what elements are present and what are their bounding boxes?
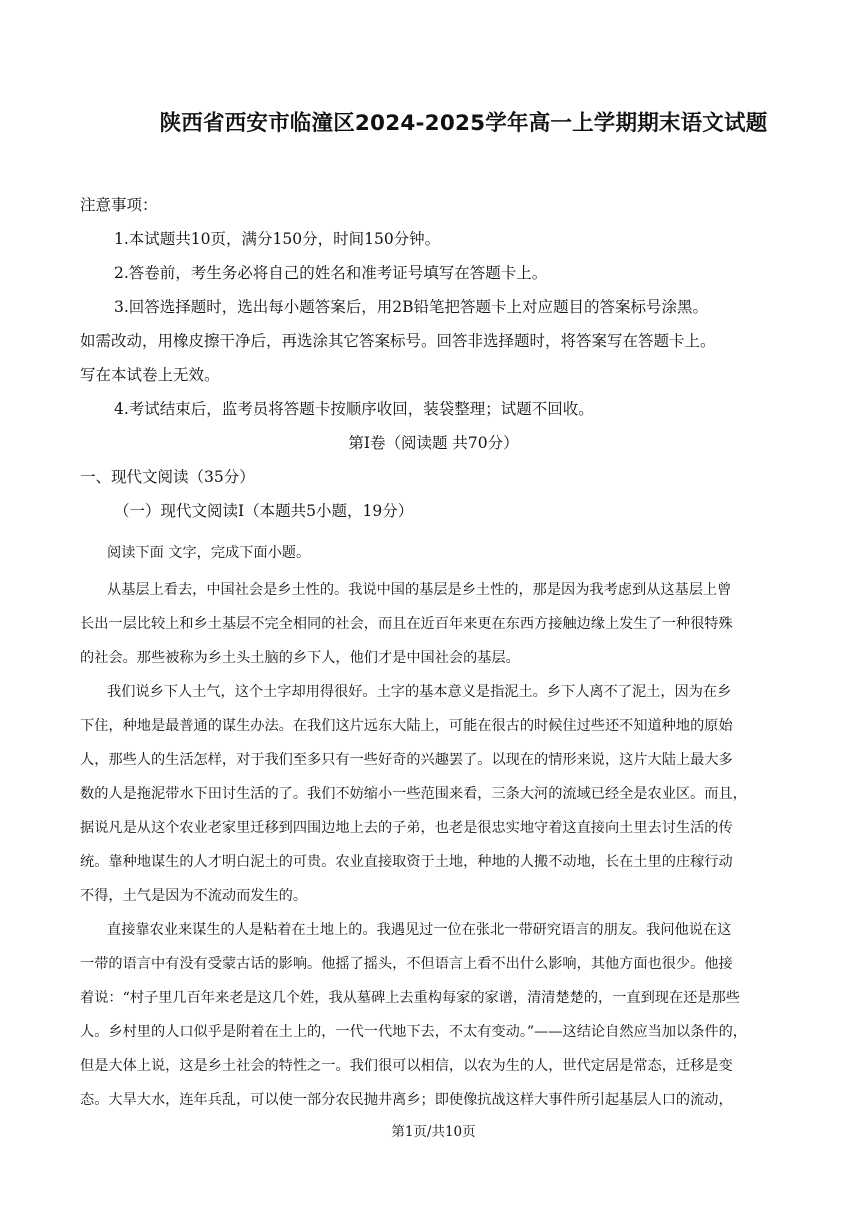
passage-line: 人。乡村里的人口似乎是附着在土上的，一代一代地下去，不太有变动。”——这结论自然应当加以条件的， — [80, 1024, 747, 1040]
notice-line-1: 1.本试题共10页，满分150分，时间150分钟。 — [114, 230, 441, 248]
passage-line: 据说凡是从这个农业老家里迁移到四围边地上去的子弟，也老是很忠实地守着这直接向土里去讨生活的传 — [80, 820, 733, 836]
volume-heading: 第Ⅰ卷（阅读题 共70分） — [348, 434, 519, 452]
passage-line: 不得，土气是因为不流动而发生的。 — [80, 888, 308, 904]
passage-line: 长出一层比较上和乡土基层不完全相同的社会，而且在近百年来更在东西方接触边缘上发生了一种很特殊 — [80, 616, 733, 632]
passage-line: 但是大体上说，这是乡土社会的特性之一。我们很可以相信，以农为生的人，世代定居是常态，迁移是变 — [80, 1058, 733, 1074]
page-title: 陕西省西安市临潼区2024-2025学年高一上学期期末语文试题 — [159, 111, 768, 136]
passage-line: 统。靠种地谋生的人才明白泥土的可贵。农业直接取资于土地，种地的人搬不动地，长在土里的庄稼行动 — [80, 854, 733, 870]
subsection-heading: （一）现代文阅读Ⅰ（本题共5小题，19分） — [114, 502, 414, 520]
passage-line: 一带的语言中有没有受蒙古话的影响。他摇了摇头，不但语言上看不出什么影响，其他方面也很少。他接 — [80, 956, 733, 972]
passage-line: 态。大旱大水，连年兵乱，可以使一部分农民抛井离乡；即使像抗战这样大事件所引起基层人口的流动， — [80, 1092, 733, 1108]
passage-line: 我们说乡下人土气，这个土字却用得很好。土字的基本意义是指泥土。乡下人离不了泥土，因为在乡 — [107, 684, 732, 700]
notice-line-3-cont: 如需改动，用橡皮擦干净后，再选涂其它答案标号。回答非选择题时，将答案写在答题卡上。 — [80, 332, 716, 350]
notice-line-3-end: 写在本试卷上无效。 — [80, 366, 220, 384]
passage-line: 人，那些人的生活怎样，对于我们至多只有一些好奇的兴趣罢了。以现在的情形来说，这片大陆上最大多 — [80, 752, 733, 768]
notice-heading: 注意事项： — [80, 196, 158, 214]
notice-line-4: 4.考试结束后，监考员将答题卡按顺序收回，装袋整理；试题不回收。 — [114, 400, 594, 418]
passage-line: 直接靠农业来谋生的人是粘着在土地上的。我遇见过一位在张北一带研究语言的朋友。我问他说在这 — [107, 922, 732, 938]
page-number: 第1页/共10页 — [391, 1124, 476, 1140]
reading-instruction: 阅读下面 文字，完成下面小题。 — [107, 545, 311, 561]
passage-line: 下住，种地是最普通的谋生办法。在我们这片远东大陆上，可能在很古的时候住过些还不知道种地的原始 — [80, 718, 733, 734]
section-heading: 一、现代文阅读（35分） — [80, 468, 255, 486]
notice-line-2: 2.答卷前，考生务必将自己的姓名和准考证号填写在答题卡上。 — [114, 264, 548, 282]
passage-line: 从基层上看去，中国社会是乡土性的。我说中国的基层是乡土性的，那是因为我考虑到从这基层上曾 — [107, 582, 732, 598]
passage-line: 着说：“村子里几百年来老是这几个姓，我从墓碑上去重构每家的家谱，清清楚楚的，一直到现在还是那些 — [80, 990, 740, 1006]
notice-line-3: 3.回答选择题时，选出每小题答案后，用2B铅笔把答题卡上对应题目的答案标号涂黑。 — [114, 298, 709, 316]
passage-line: 的社会。那些被称为乡土头土脑的乡下人，他们才是中国社会的基层。 — [80, 650, 520, 666]
passage-line: 数的人是拖泥带水下田讨生活的了。我们不妨缩小一些范围来看，三条大河的流域已经全是农业区。而且， — [80, 786, 747, 802]
